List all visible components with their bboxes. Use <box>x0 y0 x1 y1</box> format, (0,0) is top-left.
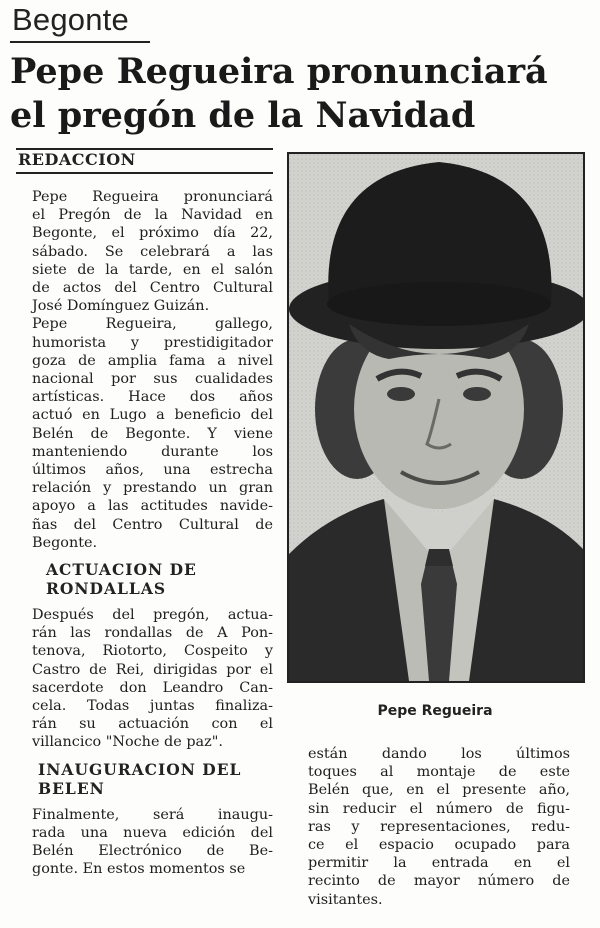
text-line: Castro de Rei, dirigidas por el <box>32 661 273 678</box>
subhead-inauguracion-del-belen <box>18 760 273 798</box>
text-line: Belén Electrónico de Be- <box>32 843 273 860</box>
paragraph-3 <box>18 606 273 752</box>
text-line: sábado. Se celebrará a las <box>32 243 273 260</box>
text-line: recinto de mayor número de <box>308 873 570 890</box>
byline-rule-bottom <box>16 172 273 174</box>
text-line: visitantes. <box>308 891 383 908</box>
text-line: ras y representaciones, redu- <box>308 818 570 835</box>
text-line: gonte. En estos momentos se <box>32 861 246 878</box>
text-line: RONDALLAS <box>46 579 167 599</box>
text-line: Begonte. <box>32 534 98 551</box>
text-line: José Domínguez Guizán. <box>32 298 210 315</box>
text-line: últimos años, una estrecha <box>32 462 273 479</box>
paragraph-2 <box>18 315 273 552</box>
text-line: Begonte, el próximo día 22, <box>32 225 273 242</box>
photo-caption: Pepe Regueira <box>377 703 493 719</box>
text-line: Belén de Begonte. Y viene <box>32 425 273 442</box>
text-line: Finalmente, será inaugu- <box>32 806 273 823</box>
section-label: Begonte <box>12 2 129 37</box>
byline: REDACCION <box>18 150 136 169</box>
text-line: ACTUACION DE <box>46 560 197 580</box>
portrait-photo <box>287 152 585 683</box>
text-line: Pepe Regueira pronunciará <box>32 189 273 205</box>
text-line: permitir la entrada en el <box>308 855 570 872</box>
text-line: sacerdote don Leandro Can- <box>32 679 273 696</box>
text-line: ñas del Centro Cultural de <box>32 516 273 533</box>
text-line: relación y prestando un gran <box>32 480 273 497</box>
text-line: rán las rondallas de A Pon- <box>32 625 273 642</box>
text-line: rada una nueva edición del <box>32 824 273 841</box>
text-line: toques al montaje de este <box>308 764 570 781</box>
subhead-actuacion-de-rondallas <box>18 560 273 598</box>
text-line: tenova, Riotorto, Cospeito y <box>32 643 273 660</box>
paragraph-1 <box>18 188 273 315</box>
paragraph-4 <box>18 806 273 879</box>
text-line: INAUGURACION DEL <box>38 759 242 779</box>
text-line: actuó en Lugo a beneficio del <box>32 407 273 424</box>
portrait-illustration <box>289 154 583 681</box>
text-line: nacional por sus cualidades <box>32 371 273 388</box>
text-line: Después del pregón, actua- <box>32 607 273 624</box>
headline-line-1: Pepe Regueira pronunciará <box>10 51 548 92</box>
text-line: artísticas. Hace dos años <box>32 389 273 406</box>
text-line: rán su actuación con el <box>32 716 273 733</box>
headline <box>10 50 595 138</box>
text-line: goza de amplia fama a nivel <box>32 352 273 369</box>
text-line: ce el espacio ocupado para <box>308 837 570 854</box>
section-rule <box>10 41 150 43</box>
text-line: Belén que, en el presente año, <box>308 782 570 799</box>
text-line: cela. Todas juntas finaliza- <box>32 698 273 715</box>
article-column-left <box>18 188 273 879</box>
text-line: BELEN <box>38 778 105 798</box>
text-line: sin reducir el número de figu- <box>308 800 570 817</box>
text-line: de actos del Centro Cultural <box>32 280 273 297</box>
headline-line-2: el pregón de la Navidad <box>10 95 476 136</box>
text-line: están dando los últimos <box>308 746 570 762</box>
article-column-right <box>308 745 570 909</box>
paragraph-5 <box>308 745 570 909</box>
text-line: manteniendo durante los <box>32 443 273 460</box>
text-line: humorista y prestidigitador <box>32 334 273 351</box>
text-line: villancico "Noche de paz". <box>32 734 223 751</box>
text-line: siete de la tarde, en el salón <box>32 261 273 278</box>
text-line: Pepe Regueira, gallego, <box>32 316 273 333</box>
text-line: el Pregón de la Navidad en <box>32 207 273 224</box>
text-line: apoyo a las actitudes navide- <box>32 498 273 515</box>
